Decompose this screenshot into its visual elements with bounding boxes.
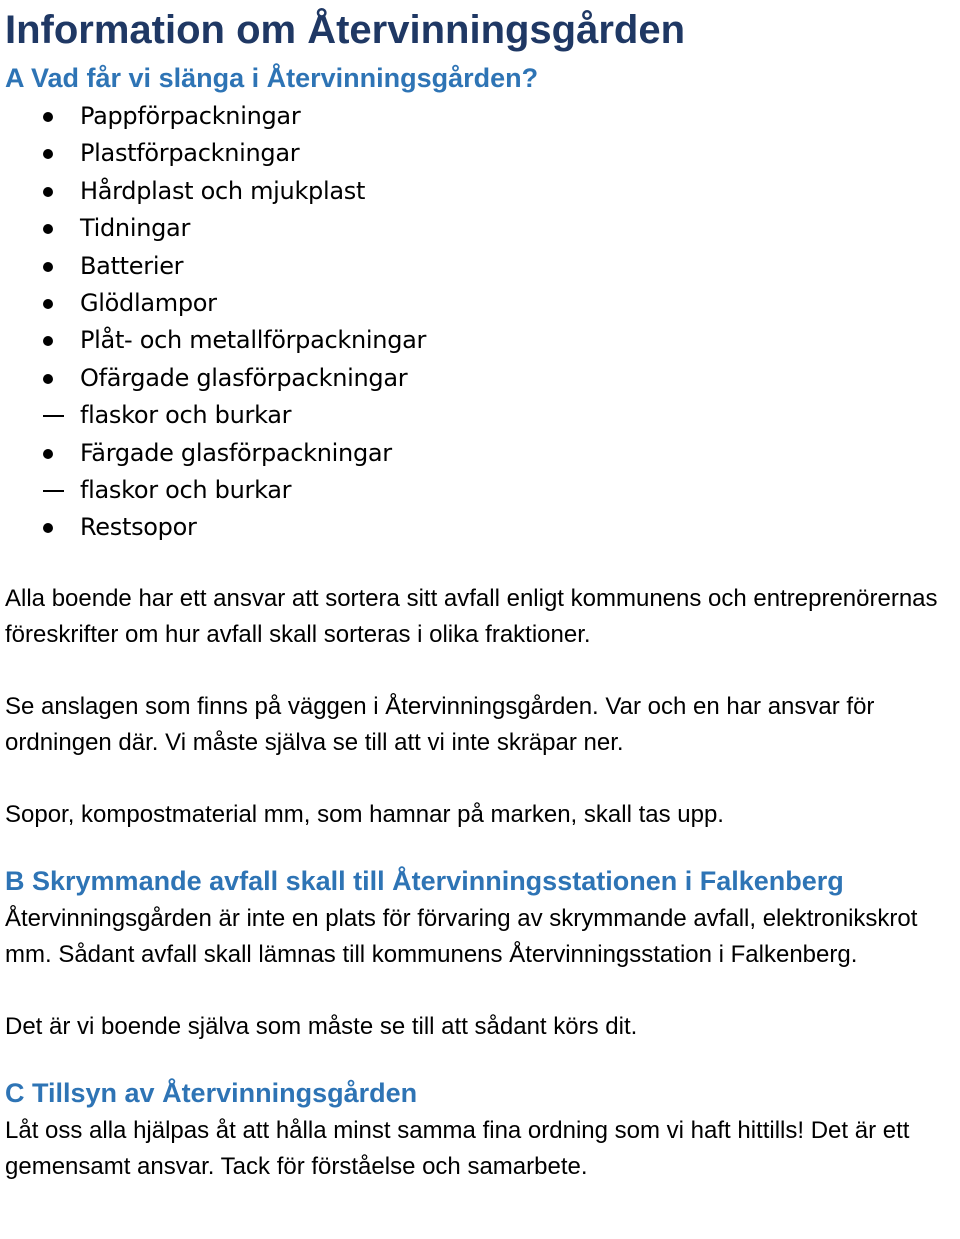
list-item: [5, 98, 955, 135]
list-item-text: Batterier: [80, 251, 184, 280]
bullet-icon: [43, 360, 53, 397]
page-title: Information om Återvinningsgården: [5, 8, 686, 52]
bullet-icon: [43, 435, 53, 472]
list-item: [5, 435, 955, 472]
paragraph: Se anslagen som finns på väggen i Återvinningsgården. Var och en har ansvar för ordningen där. Vi måste själva se till att vi inte skräpar ner.: [5, 692, 875, 756]
list-item-text: Plastförpackningar: [80, 139, 300, 168]
bullet-icon: [43, 509, 53, 546]
list-item: [5, 360, 955, 397]
list-item-text: Restsopor: [80, 513, 197, 542]
section-b: [5, 863, 955, 1045]
list-item-text: Hårdplast och mjukplast: [80, 176, 366, 205]
bullet-icon: [43, 98, 53, 135]
section-c: [5, 1075, 955, 1185]
bullet-icon: [43, 210, 53, 247]
list-item: [5, 248, 955, 285]
recycling-items-list: [5, 98, 955, 547]
dash-icon: [43, 472, 64, 509]
list-item-text: Färgade glasförpackningar: [80, 438, 392, 467]
list-item: [5, 472, 955, 509]
list-item: [5, 135, 955, 172]
list-item-text: Tidningar: [80, 214, 191, 243]
list-item: [5, 397, 955, 434]
list-item: [5, 322, 955, 359]
bullet-icon: [43, 322, 53, 359]
paragraph: Låt oss alla hjälpas åt att hålla minst samma fina ordning som vi haft hittills! Det är ett gemensamt ansvar. Tack för förståelse och samarbete.: [5, 1116, 910, 1180]
bullet-icon: [43, 285, 53, 322]
section-heading: B Skrymmande avfall skall till Återvinningsstationen i Falkenberg: [5, 865, 844, 896]
section-a: [5, 60, 955, 833]
bullet-icon: [43, 135, 53, 172]
section-heading: A Vad får vi slänga i Återvinningsgården?: [5, 63, 539, 93]
paragraph: Återvinningsgården är inte en plats för förvaring av skrymmande avfall, elektronikskrot mm. Sådant avfall skall lämnas till kommunens Återvinningsstation i Falkenberg.: [5, 904, 918, 968]
bullet-icon: [43, 173, 53, 210]
list-item-text: flaskor och burkar: [80, 401, 292, 430]
list-item: [5, 509, 955, 546]
list-item-text: Ofärgade glasförpackningar: [80, 363, 408, 392]
paragraph: Alla boende har ett ansvar att sortera sitt avfall enligt kommunens och entreprenörernas föreskrifter om hur avfall skall sorteras i olika fraktioner.: [5, 584, 938, 648]
document-page: [5, 0, 955, 1185]
list-item: [5, 173, 955, 210]
list-item-text: Pappförpackningar: [80, 102, 301, 130]
bullet-icon: [43, 248, 53, 285]
list-item-text: Glödlampor: [80, 288, 217, 317]
paragraph: Det är vi boende själva som måste se till att sådant körs dit.: [5, 1012, 638, 1040]
list-item: [5, 210, 955, 247]
list-item: [5, 285, 955, 322]
list-item-text: flaskor och burkar: [80, 475, 292, 504]
list-item-text: Plåt- och metallförpackningar: [80, 326, 427, 355]
paragraph: Sopor, kompostmaterial mm, som hamnar på marken, skall tas upp.: [5, 800, 724, 828]
dash-icon: [43, 397, 64, 434]
section-heading: C Tillsyn av Återvinningsgården: [5, 1077, 418, 1108]
